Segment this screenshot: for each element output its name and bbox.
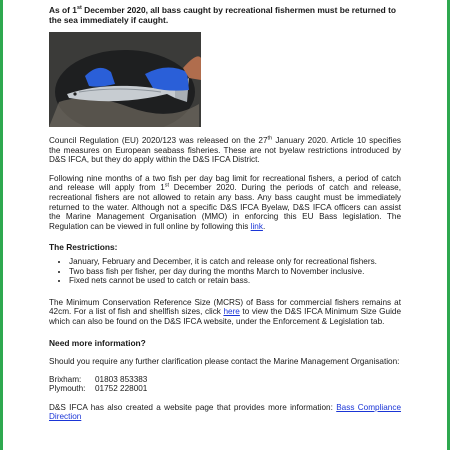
more-info-paragraph: Should you require any further clarification please contact the Marine Management Organisation: bbox=[49, 357, 400, 367]
contact-place: Plymouth: bbox=[49, 384, 86, 394]
catch-release-paragraph: Following nine months of a two fish per day bag limit for recreational fishers, a period of catch and release will apply from 1st December 2020. During the periods of catch and release, recreational fishers are not allowed to retain any bass. Any bass caught must be immediately returned to the water. Although not a specific D&S IFCA Byelaw, D&S IFCA officers can assist the Marine Management Organisation (MMO) in enforcing this EU Bass legislation. The Regulation can be viewed in full online by following this link. bbox=[49, 173, 401, 231]
size-guide-link[interactable]: here bbox=[223, 307, 240, 317]
list-item: • Two bass fish per fisher, per day during the months March to November inclusive. bbox=[69, 267, 401, 277]
contact-list bbox=[49, 375, 401, 394]
list-item: • Fixed nets cannot be used to catch or retain bass. bbox=[69, 276, 401, 286]
regulation-link[interactable]: link bbox=[250, 221, 263, 231]
footer-paragraph: D&S IFCA has also created a website page that provides more information: Bass Compliance Direction bbox=[49, 402, 401, 422]
bass-photo bbox=[49, 32, 201, 127]
restrictions-heading: The Restrictions: bbox=[49, 242, 118, 253]
contact-place: Brixham: bbox=[49, 374, 82, 384]
contact-row bbox=[49, 384, 401, 394]
contact-phone: 01803 853383 bbox=[95, 374, 148, 384]
bass-compliance-link[interactable]: Bass Compliance Direction bbox=[49, 402, 401, 422]
document-body bbox=[49, 0, 401, 422]
intro-paragraph: Council Regulation (EU) 2020/123 was released on the 27th January 2020. Article 10 specifies the measures on European seabass fisheries. These are not byelaw restrictions introduced by D&S IFCA, but they do apply within the D&S IFCA District. bbox=[49, 135, 401, 165]
list-item: • January, February and December, it is catch and release only for recreational fishers. bbox=[69, 257, 401, 267]
more-info-heading: Need more information? bbox=[49, 337, 146, 348]
contact-row bbox=[49, 375, 401, 385]
restrictions-list bbox=[49, 257, 401, 286]
mcrs-paragraph: The Minimum Conservation Reference Size (MCRS) of Bass for commercial fishers remains at 42cm. For a list of fish and shellfish sizes, click here to view the D&S IFCA Minimum Size Guide which can also be found on the D&S IFCA website, under the Enforcement & Legislation tab. bbox=[49, 297, 401, 326]
contact-phone: 01752 228001 bbox=[95, 384, 148, 394]
headline: As of 1st December 2020, all bass caught by recreational fishermen must be returned to the sea immediately if caught. bbox=[49, 5, 397, 25]
